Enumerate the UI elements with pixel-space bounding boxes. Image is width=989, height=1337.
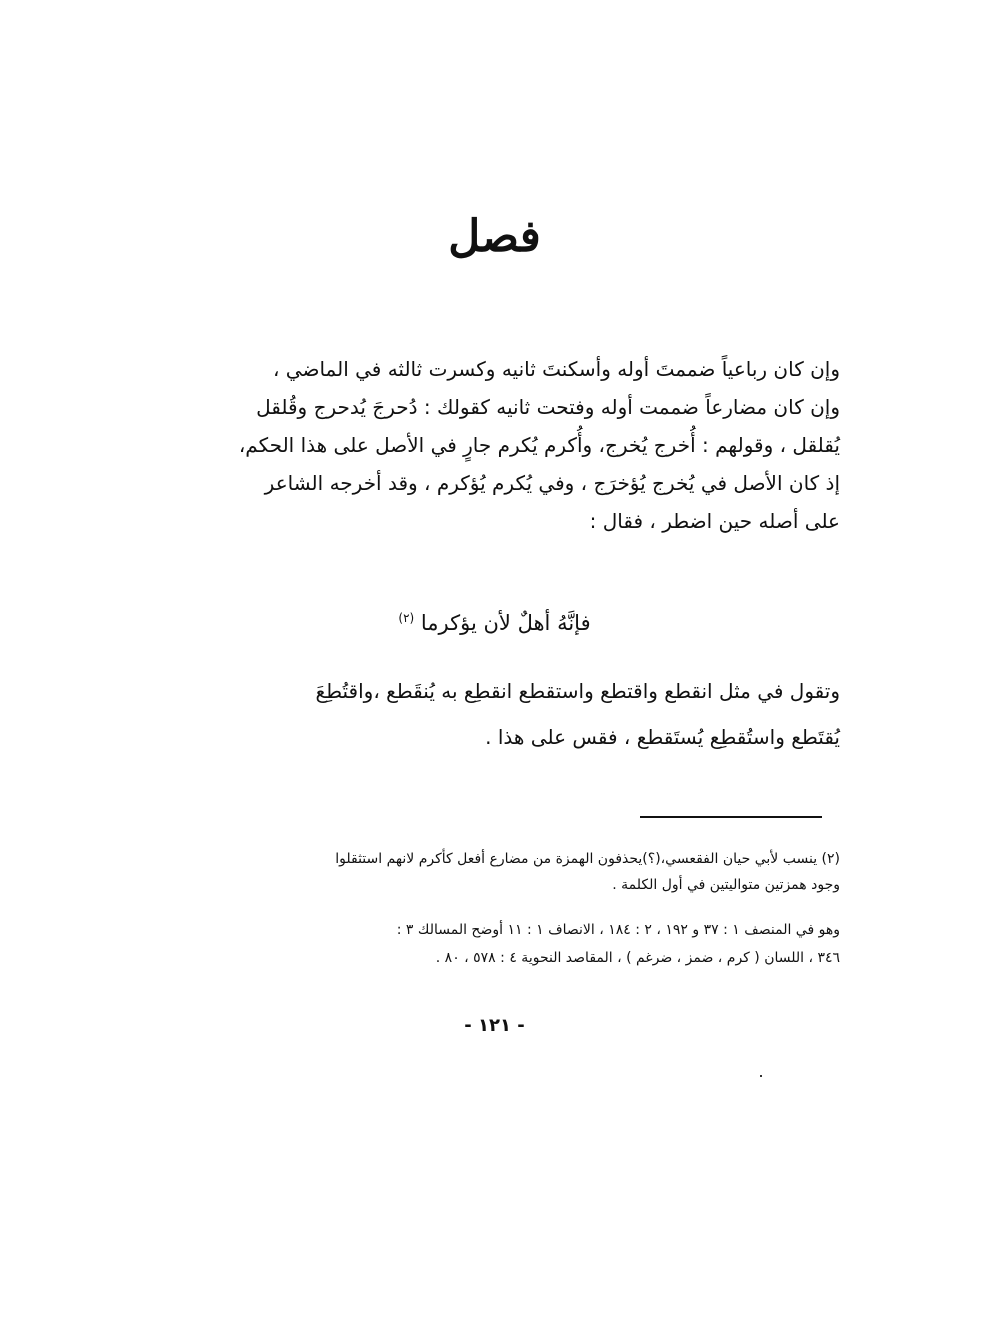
- poetry-verse: [0, 598, 989, 643]
- footnote-marker: (٢): [398, 611, 415, 625]
- paragraph-line: وتقول في مثل انقطع واقتطع واستقطع انقطِع به يُنقَطع ،واقتُطِعَ: [315, 679, 840, 703]
- footnote-sources: [150, 916, 840, 972]
- paragraph-line: إذ كان الأصل في يُخرج يُؤخرَج ، وفي يُكرم يُؤكرم ، وقد أخرجه الشاعر: [264, 471, 840, 495]
- page-number: - ١٢١ -: [464, 1015, 525, 1036]
- verse-text: فإنَّهُ أهلٌ لأن يؤكرما: [420, 611, 591, 635]
- footnote-separator: [640, 816, 822, 818]
- paragraph-line: يُقلقل ، وقولهم : أُخرج يُخرج، وأُكرم يُكرم جارٍ في الأصل على هذا الحكم،: [238, 433, 840, 457]
- section-heading: فصل: [448, 211, 541, 262]
- footnote-source-line: وهو في المنصف ١ : ٣٧ و ١٩٢ ، ٢ : ١٨٤ ، الانصاف ١ : ١١ أوضح المسالك ٣ :: [396, 922, 840, 938]
- paragraph-line: وإن كان مضارعاً ضممت أوله وفتحت ثانيه كقولك : دُحرجَ يُدحرج وقُلقل: [256, 395, 840, 419]
- second-paragraph: [150, 668, 840, 760]
- footnote: [150, 846, 840, 898]
- main-paragraph: [150, 350, 840, 540]
- footnote-line: (٢) ينسب لأبي حيان الفقعسي،(؟)يحذفون الهمزة من مضارع أفعل كأكرم لانهم استثقلوا: [335, 851, 840, 867]
- footnote-source-line: ٣٤٦ ، اللسان ( كرم ، ضمز ، ضرغم ) ، المقاصد النحوية ٤ : ٥٧٨ ، ٨٠ .: [435, 950, 840, 966]
- paragraph-line: على أصله حين اضطر ، فقال :: [589, 509, 840, 533]
- paragraph-line: وإن كان رباعياً ضممتَ أوله وأسكنتَ ثانيه وكسرت ثالثه في الماضي ،: [272, 357, 840, 381]
- paragraph-line: يُقتَطع واستُقطِع يُستَقطع ، فقس على هذا .: [485, 725, 840, 749]
- footnote-line: وجود همزتين متواليتين في أول الكلمة .: [612, 877, 840, 893]
- scan-speck: [760, 1075, 762, 1077]
